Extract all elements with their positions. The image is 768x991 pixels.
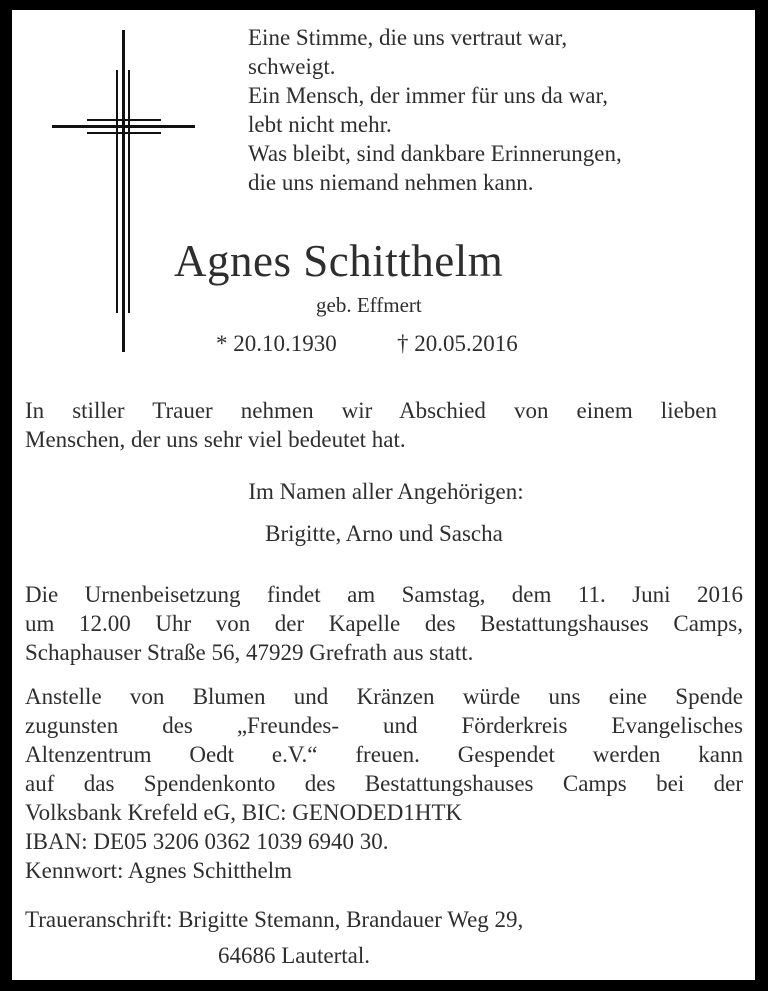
- donation-line: auf das Spendenkonto des Bestattungshauses Camps bei der: [25, 771, 743, 796]
- poem-line: die uns niemand nehmen kann.: [248, 170, 534, 195]
- burial-line: Schaphauser Straße 56, 47929 Grefrath aus statt.: [25, 640, 474, 665]
- address-line: Traueranschrift: Brigitte Stemann, Brandauer Weg 29,: [25, 907, 524, 932]
- deceased-name: Agnes Schitthelm: [174, 236, 504, 286]
- donation-line: Kennwort: Agnes Schitthelm: [25, 858, 293, 883]
- donation-line: Volksbank Krefeld eG, BIC: GENODED1HTK: [25, 800, 463, 825]
- mourning-line: In stiller Trauer nehmen wir Abschied von einem lieben: [25, 398, 717, 423]
- poem-line: lebt nicht mehr.: [248, 112, 392, 137]
- poem-line: Ein Mensch, der immer für uns da war,: [248, 83, 608, 108]
- mourning-line: Menschen, der uns sehr viel bedeutet hat.: [25, 427, 406, 452]
- on-behalf-heading: Im Namen aller Angehörigen:: [248, 479, 524, 504]
- poem-line: Was bleibt, sind dankbare Erinnerungen,: [248, 141, 622, 166]
- donation-line: zugunsten des „Freundes- und Förderkreis Evangelisches: [25, 713, 743, 738]
- family-names: Brigitte, Arno und Sascha: [265, 521, 503, 546]
- burial-line: Die Urnenbeisetzung findet am Samstag, dem 11. Juni 2016: [25, 582, 743, 607]
- birth-date: * 20.10.1930: [216, 331, 337, 356]
- donation-line: IBAN: DE05 3206 0362 1039 6940 30.: [25, 829, 389, 854]
- burial-line: um 12.00 Uhr von der Kapelle des Bestattungshauses Camps,: [25, 611, 743, 636]
- birth-name: geb. Effmert: [316, 293, 422, 317]
- donation-line: Anstelle von Blumen und Kränzen würde uns eine Spende: [25, 684, 743, 709]
- poem-line: schweigt.: [248, 54, 336, 79]
- death-date: † 20.05.2016: [397, 331, 518, 356]
- donation-line: Altenzentrum Oedt e.V.“ freuen. Gespendet werden kann: [25, 742, 743, 767]
- address-line: 64686 Lautertal.: [218, 943, 371, 968]
- poem-line: Eine Stimme, die uns vertraut war,: [248, 25, 568, 50]
